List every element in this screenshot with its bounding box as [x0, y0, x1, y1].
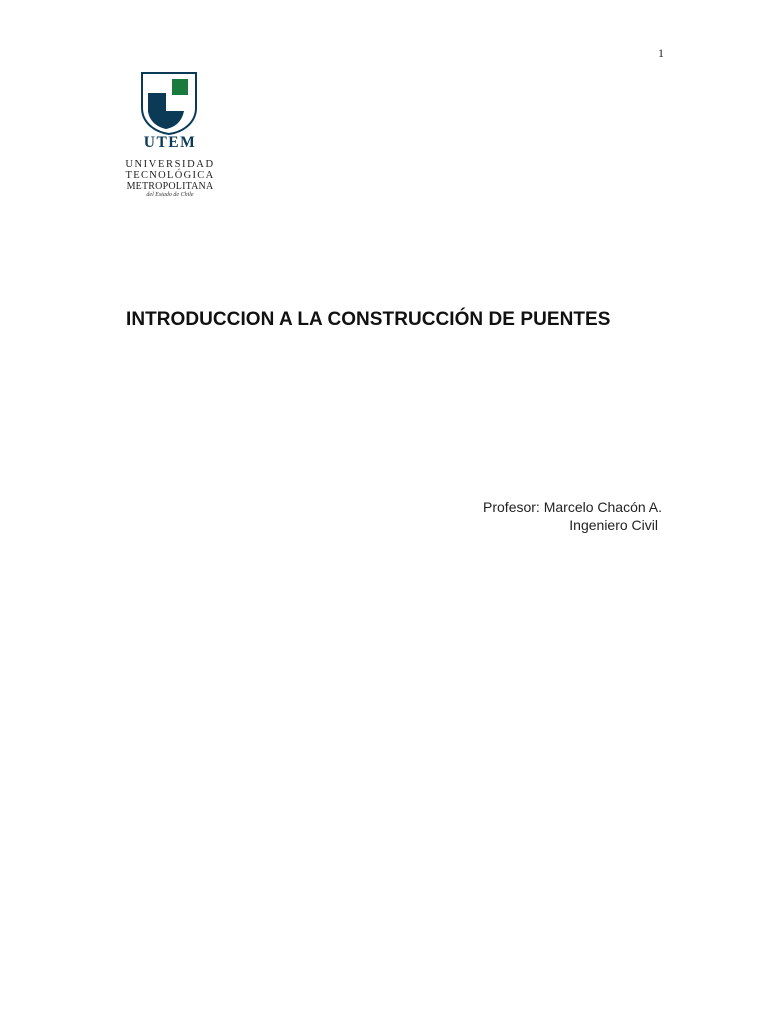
logo-text-line-3: METROPOLITANA — [126, 181, 214, 192]
page-number: 1 — [658, 46, 664, 60]
author-name: Profesor: Marcelo Chacón A. — [483, 499, 662, 515]
logo-acronym: UTEM — [143, 134, 197, 151]
university-logo — [114, 70, 226, 202]
author-block — [483, 498, 662, 534]
document-title: INTRODUCCION A LA CONSTRUCCIÓN DE PUENTES — [126, 309, 611, 330]
author-role: Ingeniero Civil — [569, 517, 658, 533]
shield-emblem-icon — [114, 70, 226, 136]
logo-tagline: del Estado de Chile — [146, 192, 194, 198]
logo-text-line-2: TECNOLÓGICA — [125, 170, 215, 181]
logo-text-line-1: UNIVERSIDAD — [125, 159, 215, 170]
